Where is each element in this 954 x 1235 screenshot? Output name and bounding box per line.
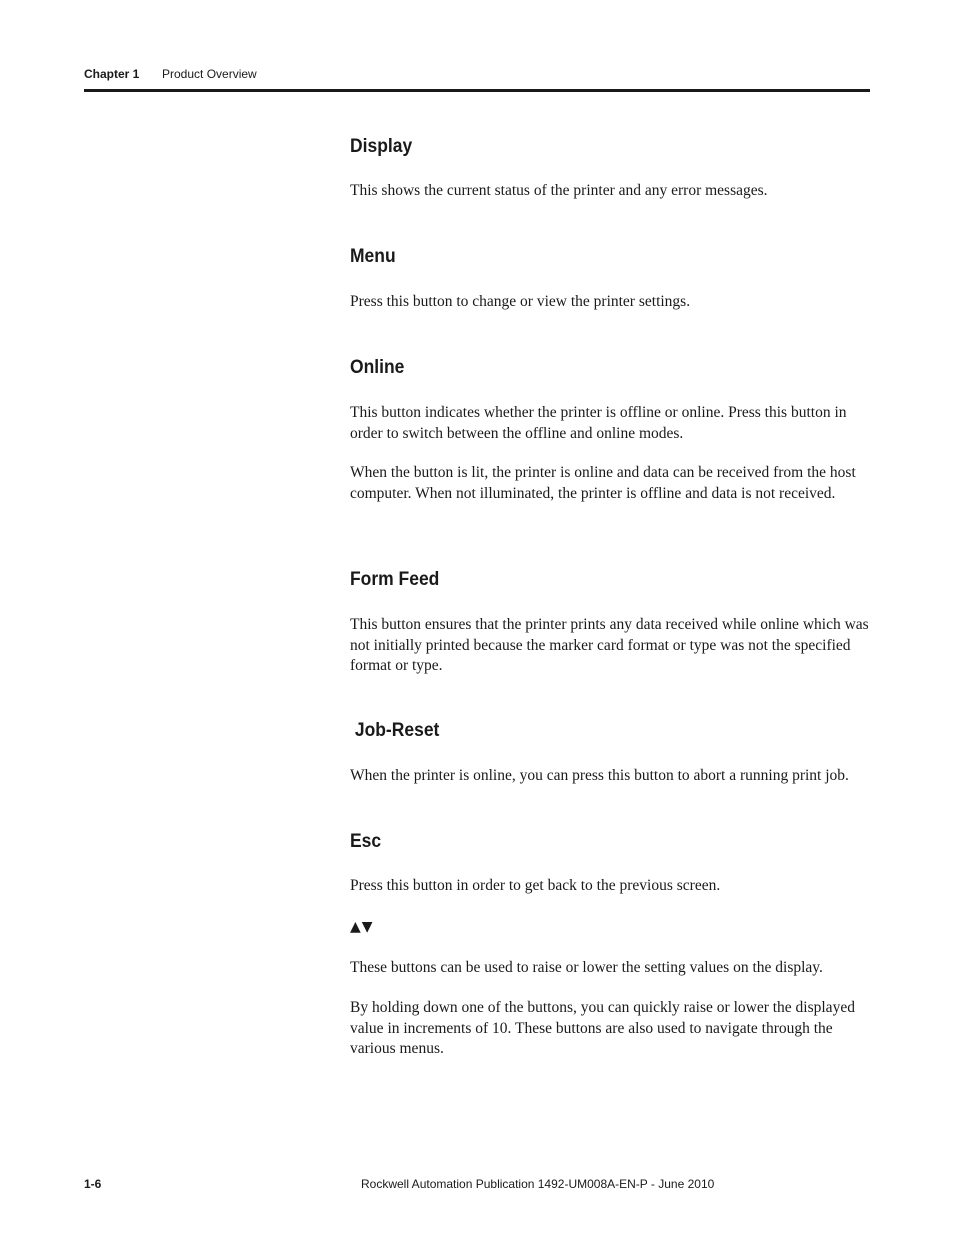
running-header xyxy=(84,66,870,82)
paragraph-display: This shows the current status of the printer and any error messages. xyxy=(350,182,768,199)
chapter-title: Product Overview xyxy=(162,67,257,81)
heading-online: Online xyxy=(350,357,405,378)
paragraph-online-2: When the button is lit, the printer is online and data can be received from the host computer. When not illuminated, the printer is offline and data is not received. xyxy=(350,464,856,502)
chapter-label: Chapter 1 xyxy=(84,67,140,81)
paragraph-arrows-1: These buttons can be used to raise or lower the setting values on the display. xyxy=(350,959,823,976)
page-number: 1-6 xyxy=(84,1177,102,1191)
paragraph-menu: Press this button to change or view the printer settings. xyxy=(350,293,691,310)
paragraph-job-reset: When the printer is online, you can press this button to abort a running print job. xyxy=(350,767,849,784)
heading-menu: Menu xyxy=(350,246,396,267)
heading-job-reset: Job-Reset xyxy=(350,720,440,741)
header-rule xyxy=(84,89,870,92)
publication-info: Rockwell Automation Publication 1492-UM008A-EN-P - June 2010 xyxy=(361,1177,715,1191)
paragraph-arrows-2: By holding down one of the buttons, you can quickly raise or lower the displayed value in increments of 10. These buttons are also used to navigate through the various menus. xyxy=(350,999,855,1057)
paragraph-esc: Press this button in order to get back to the previous screen. xyxy=(350,877,721,894)
heading-display: Display xyxy=(350,136,413,157)
heading-form-feed: Form Feed xyxy=(350,569,440,590)
paragraph-online-1: This button indicates whether the printer is offline or online. Press this button in order to switch between the offline and online modes. xyxy=(350,404,847,442)
paragraph-form-feed: This button ensures that the printer prints any data received while online which was not initially printed because the marker card format or type was not the specified format or type. xyxy=(350,616,869,674)
up-down-arrow-icon: ▲▼ xyxy=(350,919,374,935)
heading-esc: Esc xyxy=(350,831,382,852)
